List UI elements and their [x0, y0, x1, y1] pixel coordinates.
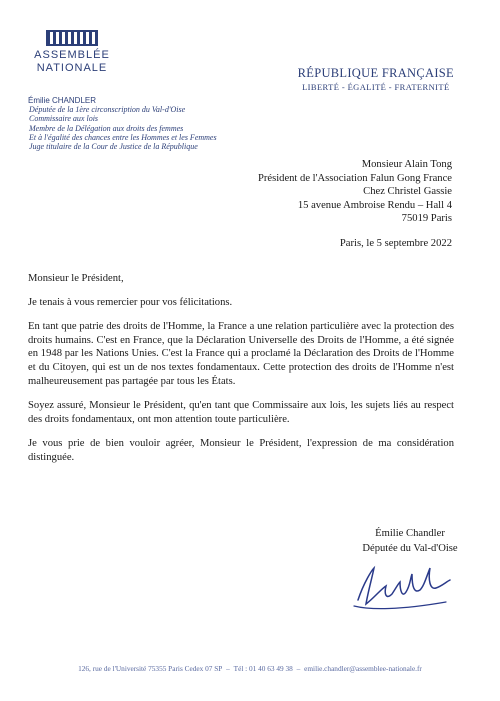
body-paragraph: Je tenais à vous remercier pour vos félicitations.	[28, 296, 233, 308]
body-paragraph: En tant que patrie des droits de l'Homme, la France a une relation particulière avec la protection des droits humains. C'est en France, que la Déclaration Universelle des Droits de l'Homme, a été signée en 1948 par les Nations Unies. C'est la France qui a proclamé la Déclaration des Droits de l'Homme et du Citoyen, qui est un de nos textes fondamentaux. Cette protection des droits de l'Homme n'est malheureusement pas partagée par tous les États.	[28, 321, 454, 387]
recipient-address	[258, 158, 452, 226]
footer-separator: –	[296, 664, 301, 673]
letter-date: Paris, le 5 septembre 2022	[339, 238, 452, 249]
hemicycle-columns-icon	[44, 28, 100, 48]
footer-address: 126, rue de l'Université 75355 Paris Cedex 07 SP	[78, 664, 223, 673]
republic-title: RÉPUBLIQUE FRANÇAISE	[297, 66, 454, 80]
body-paragraph: Je vous prie de bien vouloir agréer, Monsieur le Président, l'expression de ma considération distinguée.	[28, 438, 454, 463]
author-role: Membre de la Délégation aux droits des femmes	[29, 123, 184, 133]
author-role: Juge titulaire de la Cour de Justice de la République	[29, 142, 198, 152]
recipient-line: Monsieur Alain Tong	[361, 159, 452, 170]
body-paragraph: Soyez assuré, Monsieur le Président, qu'en tant que Commissaire aux lois, les sujets liés au respect des droits fondamentaux, ont mon attention toute particulière.	[28, 400, 454, 425]
recipient-line: Chez Christel Gassie	[363, 186, 452, 198]
logo-line-2: NATIONALE	[36, 62, 108, 74]
assemblee-nationale-logo	[30, 28, 114, 74]
handwritten-signature	[350, 560, 460, 612]
author-role: Commissaire aux lois	[29, 114, 99, 124]
footer-phone: Tél : 01 40 63 49 38	[233, 664, 293, 673]
footer-contact	[0, 664, 500, 673]
author-role: Et à l'égalité des chances entre les Hommes et les Femmes	[29, 132, 217, 142]
signatory-title: Députée du Val-d'Oise	[362, 543, 458, 554]
recipient-line: 75019 Paris	[401, 213, 452, 225]
footer-email[interactable]: emilie.chandler@assemblee-nationale.fr	[304, 664, 422, 673]
logo-line-1: ASSEMBLÉE	[34, 49, 110, 61]
recipient-line: 15 avenue Ambroise Rendu – Hall 4	[297, 199, 452, 211]
author-name: Émilie CHANDLER	[28, 96, 97, 105]
footer-separator: –	[226, 664, 230, 673]
author-role: Députée de la 1ère circonscription du Val-d'Oise	[29, 105, 186, 115]
signatory-name: Émilie Chandler	[375, 528, 445, 539]
letter-body	[28, 272, 454, 476]
signature-block	[345, 526, 475, 556]
salutation: Monsieur le Président,	[28, 273, 124, 284]
republic-header	[298, 66, 454, 92]
author-block	[28, 96, 217, 151]
recipient-line: Président de l'Association Falun Gong France	[257, 172, 452, 184]
republic-motto: LIBERTÉ - ÉGALITÉ - FRATERNITÉ	[302, 82, 450, 92]
